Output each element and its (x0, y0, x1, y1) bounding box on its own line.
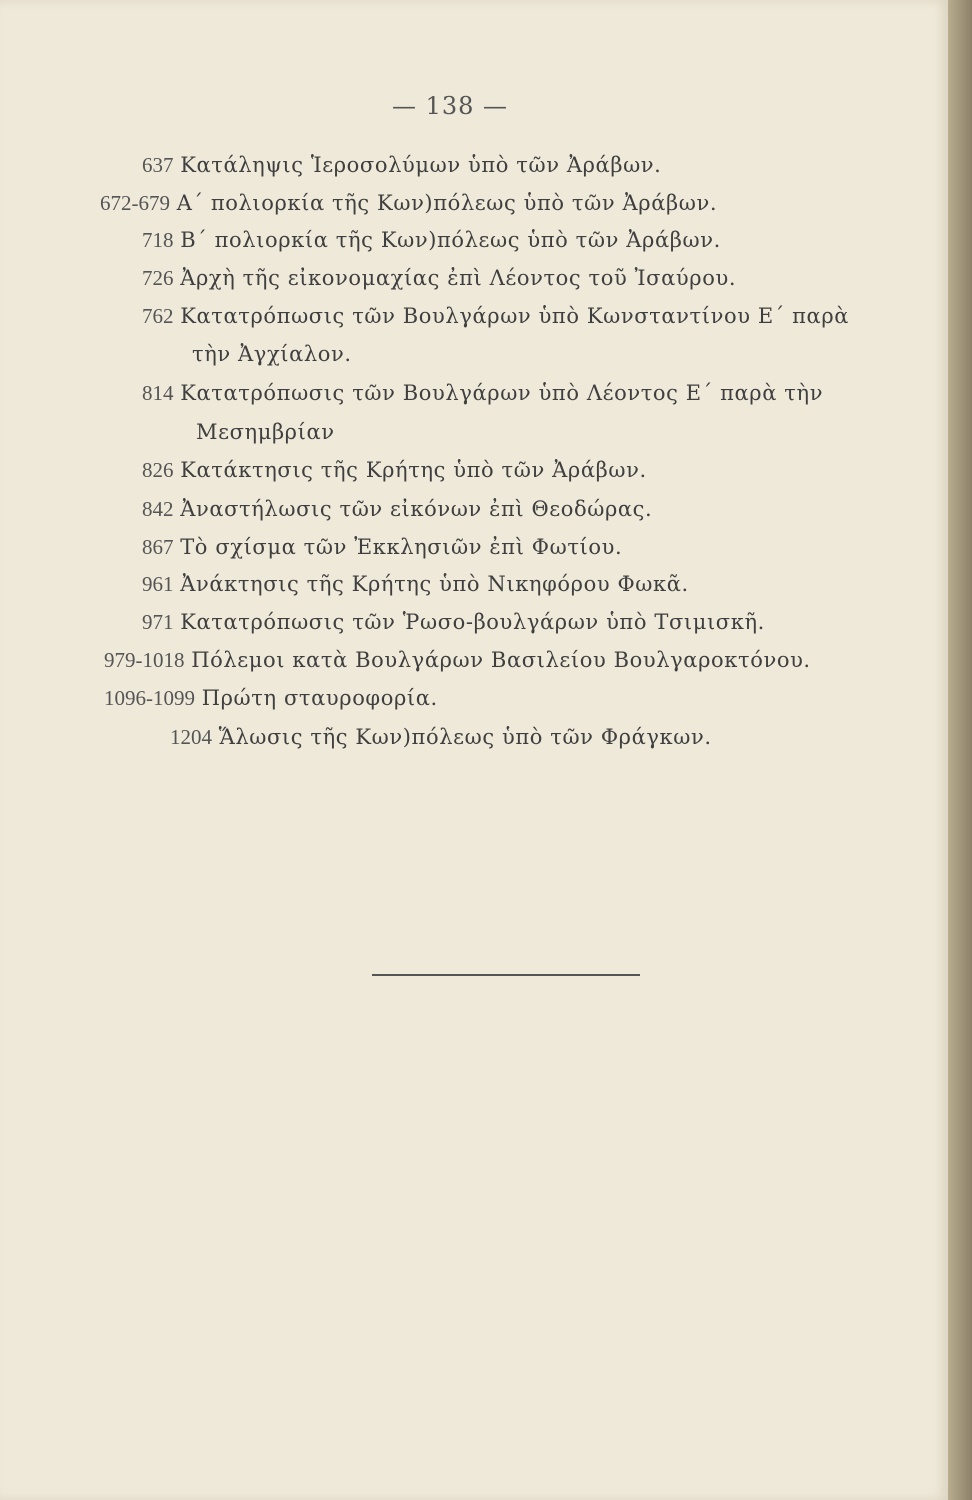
entry-text: Κατάκτησις τῆς Κρήτης ὑπὸ τῶν Ἀράβων. (180, 458, 647, 482)
entry-text: Πόλεμοι κατὰ Βουλγάρων Βασιλείου Βουλγαροκτόνου. (191, 648, 811, 672)
entry-year: 826 (142, 458, 174, 482)
chronology-entry (142, 572, 689, 597)
entry-year: 814 (142, 381, 174, 405)
chronology-entry (142, 381, 823, 406)
entry-year: 672-679 (100, 191, 170, 215)
chronology-entry (104, 686, 438, 711)
chronology-entry (142, 535, 622, 560)
section-divider (372, 974, 640, 976)
page-number: — 138 — (391, 92, 509, 120)
chronology-entry (170, 725, 712, 750)
entry-year: 842 (142, 497, 174, 521)
entry-text: Κατατρόπωσις τῶν Ῥωσο-βουλγάρων ὑπὸ Τσιμισκῆ. (180, 610, 765, 634)
entry-text: Ἀρχὴ τῆς εἰκονομαχίας ἐπὶ Λέοντος τοῦ Ἰσαύρου. (180, 266, 737, 290)
chronology-entry (142, 304, 849, 329)
entry-year: 726 (142, 266, 174, 290)
entry-year: 979-1018 (104, 648, 185, 672)
entry-text: Ἀνάκτησις τῆς Κρήτης ὑπὸ Νικηφόρου Φωκᾶ. (180, 572, 689, 596)
chronology-entry (142, 497, 652, 522)
entry-text: Τὸ σχίσμα τῶν Ἐκκλησιῶν ἐπὶ Φωτίου. (180, 535, 623, 559)
entry-year: 1096-1099 (104, 686, 195, 710)
entry-year: 1204 (170, 725, 212, 749)
entry-year: 637 (142, 153, 174, 177)
chronology-entry (142, 610, 765, 635)
entry-text: Α΄ πολιορκία τῆς Κων)πόλεως ὑπὸ τῶν Ἀράβων. (176, 191, 718, 215)
entry-text: Κατάληψις Ἱεροσολύμων ὑπὸ τῶν Ἀράβων. (180, 153, 662, 177)
entry-year: 718 (142, 228, 174, 252)
entry-continuation: Μεσημβρίαν (196, 420, 335, 444)
chronology-entry (142, 266, 736, 291)
chronology-entry (142, 228, 721, 253)
entry-year: 762 (142, 304, 174, 328)
entry-continuation: τὴν Ἀγχίαλον. (192, 342, 352, 366)
entry-year: 867 (142, 535, 174, 559)
book-spine-edge (948, 0, 972, 1500)
chronology-entry (142, 153, 661, 178)
chronology-entry (100, 191, 717, 216)
entry-text: Β΄ πολιορκία τῆς Κων)πόλεως ὑπὸ τῶν Ἀράβων. (180, 228, 721, 252)
entry-text: Κατατρόπωσις τῶν Βουλγάρων ὑπὸ Λέοντος Ε΄ παρὰ τὴν (180, 381, 824, 405)
entry-text: Ἅλωσις τῆς Κων)πόλεως ὑπὸ τῶν Φράγκων. (218, 725, 712, 749)
entry-text: Πρώτη σταυροφορία. (201, 686, 438, 710)
entry-text: Κατατρόπωσις τῶν Βουλγάρων ὑπὸ Κωνσταντίνου Ε΄ παρὰ (180, 304, 850, 328)
chronology-entry (104, 648, 811, 673)
entry-year: 971 (142, 610, 174, 634)
entry-text: Ἀναστήλωσις τῶν εἰκόνων ἐπὶ Θεοδώρας. (180, 497, 653, 521)
chronology-entry (142, 458, 647, 483)
entry-year: 961 (142, 572, 174, 596)
